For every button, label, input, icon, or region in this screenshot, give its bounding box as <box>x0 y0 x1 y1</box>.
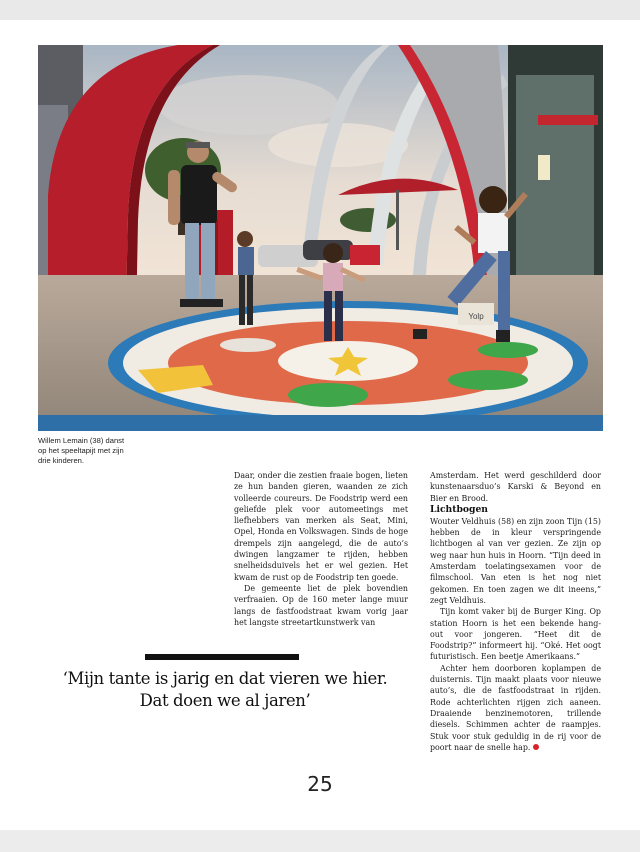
paragraph: Tijn komt vaker bij de Burger King. Op station Hoorn is het een bekende hang-out voor jongeren. “Heet dit de Foodstrip?” informeert hij. “Oké. Het oogt futuristisch. Een beetje Amerikaans.” <box>430 607 601 662</box>
paragraph: Wouter Veldhuis (58) en zijn zoon Tijn (15) hebben de in kleur verspringende lichtbogen al van ver gezien. Ze zijn op weg naar hun huis in Hoorn. “Tijn deed in Amsterdam toelatingsexamen voor de filmschool. Van eten is het nog niet gekomen. En toen zagen we dit ineens,” zegt Veldhuis. <box>430 516 601 605</box>
section-subhead: Lichtbogen <box>430 503 488 515</box>
paragraph: Amsterdam. Het werd geschilderd door kunstenaarsduo’s Karski & Beyond en Bier en Brood. <box>430 471 601 503</box>
pull-quote: ‘Mijn tante is jarig en dat vieren we hier. Dat doen we al jaren’ <box>62 669 388 710</box>
end-mark-icon <box>533 744 539 750</box>
article-column-1 <box>234 470 408 628</box>
paragraph-text: Achter hem doorboren koplampen de duisternis. Tijn maakt plaats voor nieuwe auto’s, die de fastfoodstraat in rijden. Rode achterlichten rijgen zich aaneen. Draaiende benzinemotoren, trillende diesels. Schimmen achter de raampjes. Stuk voor stuk geduldig in de rij voor de poort naar de snelle hap. <box>430 663 601 752</box>
photo-caption: Willem Lemain (38) danst op het speeltapijt met zijn drie kinderen. <box>38 436 125 466</box>
paragraph-last <box>430 663 601 753</box>
article-column-2 <box>430 470 601 753</box>
paragraph: Daar, onder die zestien fraaie bogen, lieten ze hun banden gieren, waanden ze zich volleerde coureurs. De Foodstrip werd een geliefde plek voor automeetings met liefhebbers van merken als Seat, Mini, Opel, Honda en Volkswagen. Sinds de hoge drempels zijn aangelegd, die de auto’s dwingen langzamer te rijden, hebben snelheidsduivels het er wel gezien. Het kwam de rust op de Foodstrip ten goede. <box>234 471 408 582</box>
quote-rule <box>145 654 299 660</box>
page-bottom-edge <box>0 830 640 852</box>
sign-text: Yolp <box>468 312 484 321</box>
feature-photo <box>38 45 603 431</box>
page-number: 25 <box>307 772 333 796</box>
paragraph: De gemeente liet de plek bovendien verfraaien. Op de 160 meter lange muur langs de fastfoodstraat kwam vorig jaar het langste streetartkunstwerk van <box>234 583 408 627</box>
